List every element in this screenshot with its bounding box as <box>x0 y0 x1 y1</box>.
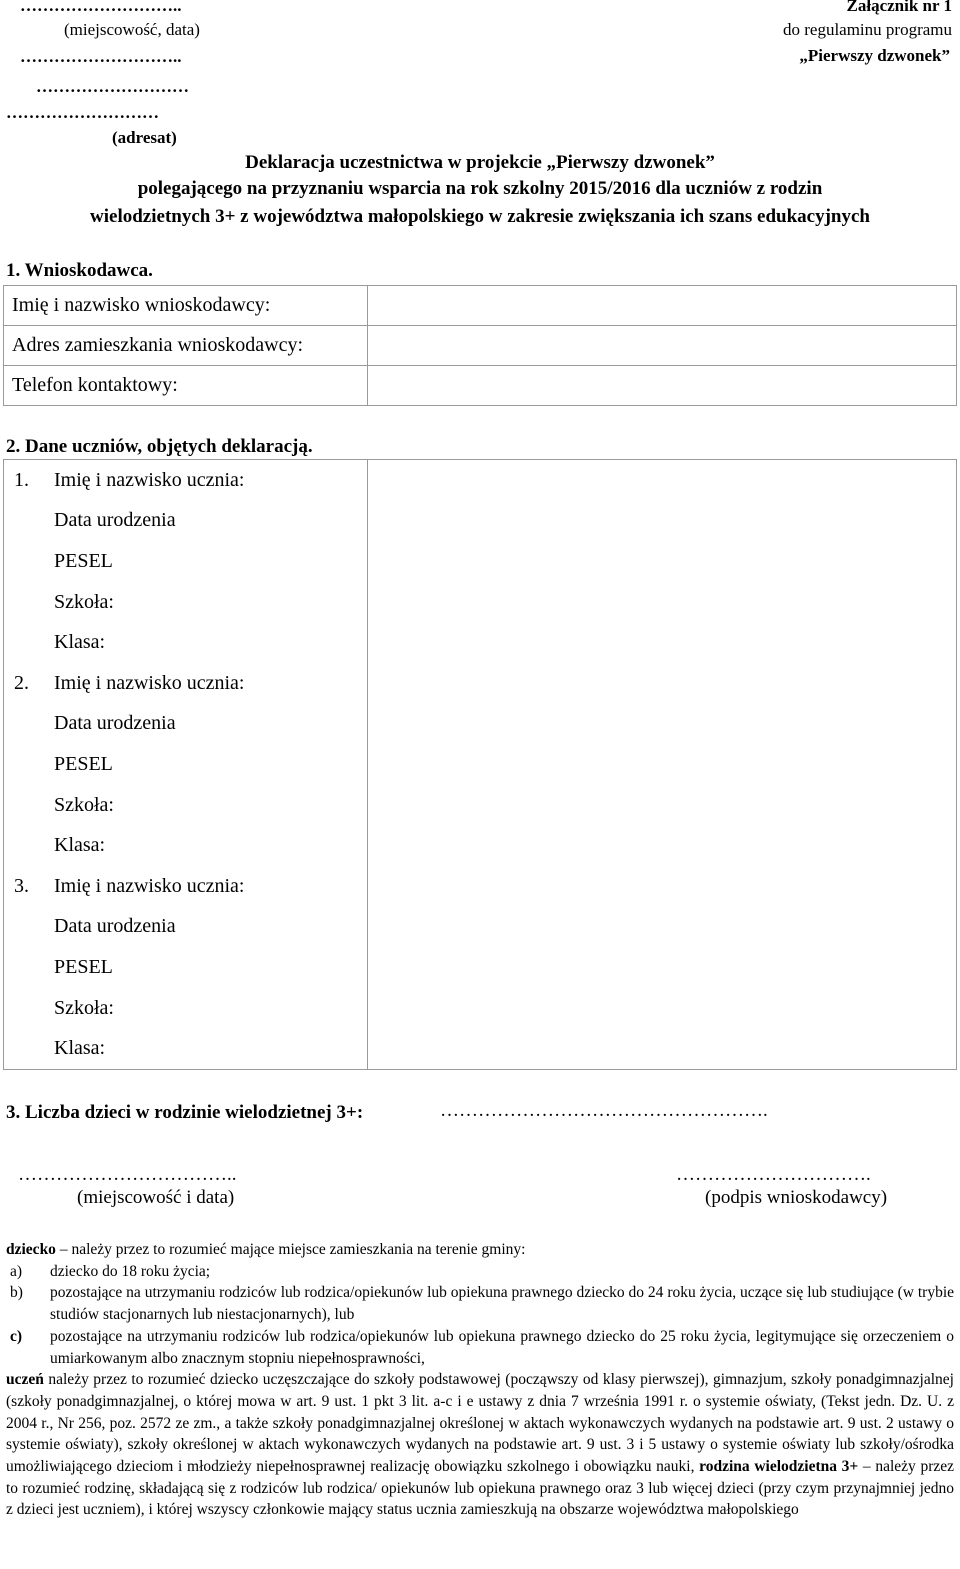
student-2-number: 2. <box>14 671 29 694</box>
family-def: – należy przez to rozumieć rodzinę, składającą się z rodziców lub rodzica/ opiekunów lub opiekuna prawnego oraz 3 lub więcej dzieci (przy czym przynajmniej jedno z dzieci jest uczniem), i której wszyscy członkowie mający status ucznia zamieszkują na obszarze województwa małopolskiego <box>6 1458 955 1519</box>
item-c-text: pozostające na utrzymaniu rodziców lub rodzica/opiekunów lub opiekuna prawnego dziecko do 25 roku życia, legitymujące się orzeczeniem o umiarkowanym albo znacznym stopniu niepełnosprawności, <box>50 1327 954 1367</box>
addressee-label: (adresat) <box>112 128 177 147</box>
signature-place-dots: …………………………….. <box>18 1164 237 1185</box>
students-table <box>3 459 957 1070</box>
title-line-2: polegającego na przyznaniu wsparcia na rok szkolny 2015/2016 dla uczniów z rodzin <box>137 178 823 199</box>
title-line-1: Deklaracja uczestnictwa w projekcie „Pierwszy dzwonek” <box>245 152 715 173</box>
student-def: należy przez to rozumieć dziecko uczęszczające do szkoły podstawowej (począwszy od klasy pierwszej), gimnazjum, szkoły ponadgimnazjalnej (szkoły ponadgimnazjalnej, o której mowa w art. 9 ust. 1 pkt 3 lit. a-c i e ustawy z dnia 7 września 1991 r. o systemie oświaty, (Tekst jedn. Dz. U. z 2004 r., Nr 256, poz. 2572 ze zm., a także szkoły ponadgimnazjalnej określonej w aktach wykonawczych wydanych na podstawie art. 9 ust. 2 ustawy o systemie oświaty), szkoły określonej w aktach wykonawczych wydanych na podstawie art. 9 ust. 3 i 5 ustawy o systemie oświaty lub szkoły/ośrodka umożliwiającego dzieciom i młodzieży niepełnosprawnej realizację obowiązku szkolnego i obowiązku nauki, <box>6 1371 954 1476</box>
child-def: – należy przez to rozumieć mające miejsce zamieszkania na terenie gminy: <box>55 1241 526 1258</box>
student-3-class-label: Klasa: <box>54 1037 106 1060</box>
definition-item-b <box>6 1282 954 1325</box>
student-1-number: 1. <box>14 468 29 491</box>
applicant-table <box>3 285 957 406</box>
signature-sign-dots: …………………………. <box>676 1164 871 1185</box>
student-1-labels <box>4 460 368 1070</box>
section-2-heading: 2. Dane uczniów, objętych deklaracją. <box>6 436 313 457</box>
item-c-mark: c) <box>10 1327 23 1345</box>
student-1-pesel-label: PESEL <box>54 549 113 572</box>
student-3-dob-label: Data urodzenia <box>54 915 176 938</box>
applicant-address-field[interactable] <box>368 326 957 366</box>
student-1-school-label: Szkoła: <box>54 590 114 613</box>
dots-line-4: ……………………… <box>6 103 159 122</box>
student-3-pesel-label: PESEL <box>54 955 113 978</box>
student-2-name-label: Imię i nazwisko ucznia: <box>54 671 245 694</box>
item-a-mark: a) <box>10 1262 23 1280</box>
program-name: „Pierwszy dzwonek” <box>799 46 950 65</box>
title-line-3: wielodzietnych 3+ z województwa małopolskiego w zakresie zwiększania ich szans edukacyjnych <box>90 206 870 227</box>
students-data-field[interactable] <box>368 460 957 1070</box>
signature-place-label: (miejscowość i data) <box>77 1187 235 1208</box>
child-term: dziecko <box>6 1241 56 1258</box>
student-2-pesel-label: PESEL <box>54 752 113 775</box>
section-3-heading: 3. Liczba dzieci w rodzinie wielodzietnej 3+: <box>6 1102 364 1123</box>
student-2-school-label: Szkoła: <box>54 793 114 816</box>
annex-label: Załącznik nr 1 <box>846 0 952 15</box>
annex-sub: do regulaminu programu <box>782 20 952 39</box>
children-count-dots: ……………………………………………. <box>440 1100 768 1121</box>
student-3-number: 3. <box>14 874 29 897</box>
definition-item-a <box>6 1261 954 1283</box>
place-date-dots: ……………………….. <box>20 0 182 15</box>
section-1-heading: 1. Wnioskodawca. <box>6 260 153 281</box>
applicant-address-label: Adres zamieszkania wnioskodawcy: <box>4 326 368 366</box>
student-1-name-label: Imię i nazwisko ucznia: <box>54 468 245 491</box>
student-1-dob-label: Data urodzenia <box>54 509 176 532</box>
dots-line-3: ……………………… <box>36 77 189 96</box>
student-3-name-label: Imię i nazwisko ucznia: <box>54 874 245 897</box>
applicant-name-field[interactable] <box>368 286 957 326</box>
definition-item-c <box>6 1326 954 1369</box>
applicant-name-label: Imię i nazwisko wnioskodawcy: <box>4 286 368 326</box>
student-2-class-label: Klasa: <box>54 834 106 857</box>
signature-sign-label: (podpis wnioskodawcy) <box>705 1187 888 1208</box>
student-term: uczeń <box>6 1371 44 1389</box>
student-3-school-label: Szkoła: <box>54 996 114 1019</box>
student-1-class-label: Klasa: <box>54 631 106 654</box>
definitions <box>6 1239 954 1521</box>
item-a-text: dziecko do 18 roku życia; <box>50 1262 211 1280</box>
dots-line-2: ……………………….. <box>20 47 182 66</box>
applicant-phone-label: Telefon kontaktowy: <box>4 366 368 406</box>
applicant-phone-field[interactable] <box>368 366 957 406</box>
place-date-label: (miejscowość, data) <box>64 20 200 39</box>
family-term: rodzina wielodzietna 3+ <box>699 1458 859 1476</box>
item-b-mark: b) <box>10 1284 23 1302</box>
student-2-dob-label: Data urodzenia <box>54 712 176 735</box>
item-b-text: pozostające na utrzymaniu rodziców lub rodzica/opiekunów lub opiekuna prawnego dziecko do 24 roku życia, uczące się lub studiujące (w trybie studiów stacjonarnych lub niestacjonarnych), lub <box>50 1284 954 1324</box>
